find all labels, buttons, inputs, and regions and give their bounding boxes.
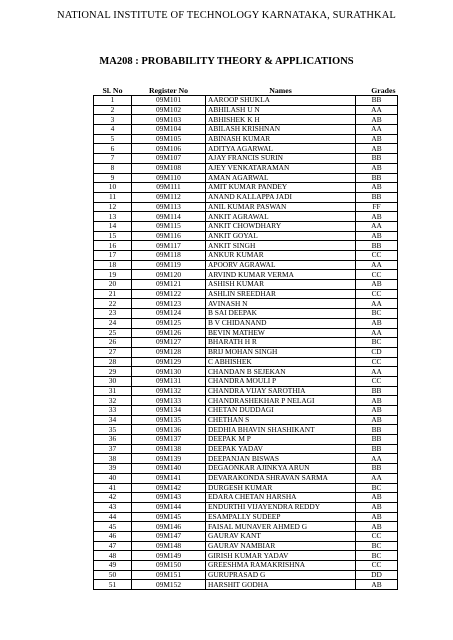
grade-cell: CC bbox=[356, 270, 398, 280]
table-row bbox=[94, 328, 398, 338]
name-cell: ANKIT GOYAL bbox=[206, 231, 356, 241]
name-cell: BEVIN MATHEW bbox=[206, 328, 356, 338]
sl-no-cell: 37 bbox=[94, 444, 132, 454]
sl-no-cell: 15 bbox=[94, 231, 132, 241]
sl-no-cell: 20 bbox=[94, 280, 132, 290]
register-no-cell: 09M133 bbox=[132, 396, 206, 406]
column-header-grades: Grades bbox=[356, 85, 398, 96]
table-row bbox=[94, 502, 398, 512]
name-cell: ASHLIN SREEDHAR bbox=[206, 289, 356, 299]
register-no-cell: 09M152 bbox=[132, 580, 206, 590]
register-no-cell: 09M142 bbox=[132, 483, 206, 493]
grade-cell: CC bbox=[356, 531, 398, 541]
register-no-cell: 09M125 bbox=[132, 318, 206, 328]
table-row bbox=[94, 318, 398, 328]
grade-cell: AB bbox=[356, 493, 398, 503]
grade-cell: BB bbox=[356, 444, 398, 454]
name-cell: ARVIND KUMAR VERMA bbox=[206, 270, 356, 280]
grade-cell: BB bbox=[356, 192, 398, 202]
grade-cell: CC bbox=[356, 376, 398, 386]
register-no-cell: 09M114 bbox=[132, 212, 206, 222]
register-no-cell: 09M149 bbox=[132, 551, 206, 561]
table-row bbox=[94, 580, 398, 590]
course-title: MA208 : PROBABILITY THEORY & APPLICATIONS bbox=[99, 56, 354, 67]
table-row bbox=[94, 202, 398, 212]
sl-no-cell: 10 bbox=[94, 183, 132, 193]
register-no-cell: 09M140 bbox=[132, 464, 206, 474]
table-row bbox=[94, 473, 398, 483]
register-no-cell: 09M117 bbox=[132, 241, 206, 251]
register-no-cell: 09M129 bbox=[132, 357, 206, 367]
grade-cell: AA bbox=[356, 221, 398, 231]
register-no-cell: 09M113 bbox=[132, 202, 206, 212]
table-row bbox=[94, 406, 398, 416]
name-cell: CHETAN DUDDAGI bbox=[206, 406, 356, 416]
register-no-cell: 09M108 bbox=[132, 163, 206, 173]
register-no-cell: 09M107 bbox=[132, 154, 206, 164]
name-cell: CHETHAN S bbox=[206, 415, 356, 425]
name-cell: AJAY FRANCIS SURIN bbox=[206, 154, 356, 164]
sl-no-cell: 40 bbox=[94, 473, 132, 483]
grade-cell: AB bbox=[356, 144, 398, 154]
table-row bbox=[94, 173, 398, 183]
table-row bbox=[94, 512, 398, 522]
name-cell: DEEPANJAN BISWAS bbox=[206, 454, 356, 464]
name-cell: ABILASH KRISHNAN bbox=[206, 125, 356, 135]
institute-title: NATIONAL INSTITUTE OF TECHNOLOGY KARNATAKA, SURATHKAL bbox=[57, 10, 396, 21]
register-no-cell: 09M144 bbox=[132, 502, 206, 512]
grade-cell: CC bbox=[356, 251, 398, 261]
table-row bbox=[94, 163, 398, 173]
sl-no-cell: 4 bbox=[94, 125, 132, 135]
table-row bbox=[94, 551, 398, 561]
column-header-register-no: Register No bbox=[132, 85, 206, 96]
table-row bbox=[94, 376, 398, 386]
sl-no-cell: 29 bbox=[94, 367, 132, 377]
sl-no-cell: 14 bbox=[94, 221, 132, 231]
table-row bbox=[94, 280, 398, 290]
grade-cell: AB bbox=[356, 406, 398, 416]
register-no-cell: 09M139 bbox=[132, 454, 206, 464]
name-cell: AVINASH N bbox=[206, 299, 356, 309]
table-row bbox=[94, 425, 398, 435]
table-row bbox=[94, 251, 398, 261]
table-row bbox=[94, 464, 398, 474]
name-cell: ANAND KALLAPPA JADI bbox=[206, 192, 356, 202]
sl-no-cell: 43 bbox=[94, 502, 132, 512]
grade-cell: AA bbox=[356, 473, 398, 483]
grade-cell: BB bbox=[356, 241, 398, 251]
grade-cell: BC bbox=[356, 483, 398, 493]
name-cell: C ABHISHEK bbox=[206, 357, 356, 367]
name-cell: BHARATH H R bbox=[206, 338, 356, 348]
name-cell: DEVARAKONDA SHRAVAN SARMA bbox=[206, 473, 356, 483]
table-row bbox=[94, 435, 398, 445]
table-row bbox=[94, 522, 398, 532]
register-no-cell: 09M110 bbox=[132, 173, 206, 183]
register-no-cell: 09M134 bbox=[132, 406, 206, 416]
sl-no-cell: 34 bbox=[94, 415, 132, 425]
sl-no-cell: 35 bbox=[94, 425, 132, 435]
grade-cell: BB bbox=[356, 425, 398, 435]
register-no-cell: 09M128 bbox=[132, 347, 206, 357]
grade-cell: AB bbox=[356, 115, 398, 125]
sl-no-cell: 48 bbox=[94, 551, 132, 561]
sl-no-cell: 8 bbox=[94, 163, 132, 173]
table-row bbox=[94, 338, 398, 348]
name-cell: GURUPRASAD G bbox=[206, 570, 356, 580]
sl-no-cell: 19 bbox=[94, 270, 132, 280]
table-header-row bbox=[94, 85, 398, 96]
grade-cell: AB bbox=[356, 231, 398, 241]
register-no-cell: 09M106 bbox=[132, 144, 206, 154]
register-no-cell: 09M120 bbox=[132, 270, 206, 280]
sl-no-cell: 11 bbox=[94, 192, 132, 202]
sl-no-cell: 27 bbox=[94, 347, 132, 357]
register-no-cell: 09M103 bbox=[132, 115, 206, 125]
name-cell: CHANDRA VIJAY SAROTHIA bbox=[206, 386, 356, 396]
name-cell: GAURAV NAMBIAR bbox=[206, 541, 356, 551]
name-cell: GIRISH KUMAR YADAV bbox=[206, 551, 356, 561]
name-cell: AMIT KUMAR PANDEY bbox=[206, 183, 356, 193]
name-cell: ANKIT AGRAWAL bbox=[206, 212, 356, 222]
register-no-cell: 09M115 bbox=[132, 221, 206, 231]
register-no-cell: 09M151 bbox=[132, 570, 206, 580]
table-row bbox=[94, 541, 398, 551]
sl-no-cell: 28 bbox=[94, 357, 132, 367]
table-row bbox=[94, 241, 398, 251]
sl-no-cell: 13 bbox=[94, 212, 132, 222]
name-cell: DEGAONKAR AJINKYA ARUN bbox=[206, 464, 356, 474]
register-no-cell: 09M131 bbox=[132, 376, 206, 386]
grade-cell: BB bbox=[356, 464, 398, 474]
register-no-cell: 09M112 bbox=[132, 192, 206, 202]
table-row bbox=[94, 115, 398, 125]
name-cell: ANIL KUMAR PASWAN bbox=[206, 202, 356, 212]
name-cell: ASHISH KUMAR bbox=[206, 280, 356, 290]
register-no-cell: 09M119 bbox=[132, 260, 206, 270]
table-row bbox=[94, 289, 398, 299]
register-no-cell: 09M148 bbox=[132, 541, 206, 551]
sl-no-cell: 25 bbox=[94, 328, 132, 338]
name-cell: ABHILASH U N bbox=[206, 105, 356, 115]
table-body bbox=[94, 96, 398, 590]
table-row bbox=[94, 367, 398, 377]
register-no-cell: 09M132 bbox=[132, 386, 206, 396]
grade-cell: AA bbox=[356, 367, 398, 377]
name-cell: FAISAL MUNAVER AHMED G bbox=[206, 522, 356, 532]
table-row bbox=[94, 154, 398, 164]
table-row bbox=[94, 415, 398, 425]
name-cell: ENDURTHI VIJAYENDRA REDDY bbox=[206, 502, 356, 512]
table-row bbox=[94, 221, 398, 231]
sl-no-cell: 23 bbox=[94, 309, 132, 319]
name-cell: ABINASH KUMAR bbox=[206, 134, 356, 144]
grade-cell: BC bbox=[356, 551, 398, 561]
table-row bbox=[94, 125, 398, 135]
table-row bbox=[94, 134, 398, 144]
name-cell: DURGESH KUMAR bbox=[206, 483, 356, 493]
name-cell: ANKIT CHOWDHARY bbox=[206, 221, 356, 231]
table-row bbox=[94, 105, 398, 115]
grade-cell: AA bbox=[356, 328, 398, 338]
sl-no-cell: 12 bbox=[94, 202, 132, 212]
sl-no-cell: 44 bbox=[94, 512, 132, 522]
name-cell: CHANDAN B SEJEKAN bbox=[206, 367, 356, 377]
register-no-cell: 09M143 bbox=[132, 493, 206, 503]
sl-no-cell: 42 bbox=[94, 493, 132, 503]
grade-cell: BB bbox=[356, 173, 398, 183]
name-cell: AAROOP SHUKLA bbox=[206, 96, 356, 106]
name-cell: ESAMPALLY SUDEEP bbox=[206, 512, 356, 522]
grade-cell: AB bbox=[356, 415, 398, 425]
column-header-names: Names bbox=[206, 85, 356, 96]
grade-cell: CC bbox=[356, 357, 398, 367]
sl-no-cell: 7 bbox=[94, 154, 132, 164]
table-row bbox=[94, 212, 398, 222]
sl-no-cell: 9 bbox=[94, 173, 132, 183]
grade-cell: BC bbox=[356, 309, 398, 319]
sl-no-cell: 24 bbox=[94, 318, 132, 328]
register-no-cell: 09M104 bbox=[132, 125, 206, 135]
table-row bbox=[94, 531, 398, 541]
register-no-cell: 09M102 bbox=[132, 105, 206, 115]
register-no-cell: 09M137 bbox=[132, 435, 206, 445]
sl-no-cell: 41 bbox=[94, 483, 132, 493]
sl-no-cell: 1 bbox=[94, 96, 132, 106]
grade-cell: AA bbox=[356, 299, 398, 309]
register-no-cell: 09M147 bbox=[132, 531, 206, 541]
name-cell: CHANDRA MOULI P bbox=[206, 376, 356, 386]
grade-cell: AB bbox=[356, 183, 398, 193]
name-cell: CHANDRASHEKHAR P NELAGI bbox=[206, 396, 356, 406]
sl-no-cell: 47 bbox=[94, 541, 132, 551]
register-no-cell: 09M105 bbox=[132, 134, 206, 144]
sl-no-cell: 33 bbox=[94, 406, 132, 416]
table-row bbox=[94, 270, 398, 280]
grade-cell: AB bbox=[356, 212, 398, 222]
grade-cell: BC bbox=[356, 541, 398, 551]
table-row bbox=[94, 144, 398, 154]
sl-no-cell: 45 bbox=[94, 522, 132, 532]
table-row bbox=[94, 299, 398, 309]
grade-cell: AA bbox=[356, 454, 398, 464]
grade-cell: BB bbox=[356, 435, 398, 445]
column-header-sl-no: Sl. No bbox=[94, 85, 132, 96]
grade-cell: AA bbox=[356, 260, 398, 270]
register-no-cell: 09M121 bbox=[132, 280, 206, 290]
grade-cell: AA bbox=[356, 105, 398, 115]
sl-no-cell: 22 bbox=[94, 299, 132, 309]
name-cell: DEDHIA BHAVIN SHASHIKANT bbox=[206, 425, 356, 435]
register-no-cell: 09M122 bbox=[132, 289, 206, 299]
name-cell: AJEY VENKATARAMAN bbox=[206, 163, 356, 173]
name-cell: DEEPAK YADAV bbox=[206, 444, 356, 454]
sl-no-cell: 5 bbox=[94, 134, 132, 144]
grade-cell: AB bbox=[356, 280, 398, 290]
name-cell: B SAI DEEPAK bbox=[206, 309, 356, 319]
register-no-cell: 09M150 bbox=[132, 561, 206, 571]
table-row bbox=[94, 309, 398, 319]
sl-no-cell: 50 bbox=[94, 570, 132, 580]
table-row bbox=[94, 493, 398, 503]
grade-cell: FF bbox=[356, 202, 398, 212]
name-cell: BRIJ MOHAN SINGH bbox=[206, 347, 356, 357]
register-no-cell: 09M138 bbox=[132, 444, 206, 454]
register-no-cell: 09M135 bbox=[132, 415, 206, 425]
table-row bbox=[94, 347, 398, 357]
register-no-cell: 09M124 bbox=[132, 309, 206, 319]
sl-no-cell: 36 bbox=[94, 435, 132, 445]
sl-no-cell: 2 bbox=[94, 105, 132, 115]
name-cell: APOORV AGRAWAL bbox=[206, 260, 356, 270]
table-row bbox=[94, 386, 398, 396]
grade-cell: BB bbox=[356, 154, 398, 164]
sl-no-cell: 26 bbox=[94, 338, 132, 348]
sl-no-cell: 39 bbox=[94, 464, 132, 474]
name-cell: GREESHMA RAMAKRISHNA bbox=[206, 561, 356, 571]
grade-cell: AA bbox=[356, 125, 398, 135]
grade-cell: AB bbox=[356, 580, 398, 590]
grade-cell: AB bbox=[356, 318, 398, 328]
grade-cell: AB bbox=[356, 512, 398, 522]
table-row bbox=[94, 570, 398, 580]
grade-cell: AB bbox=[356, 396, 398, 406]
grade-cell: CC bbox=[356, 561, 398, 571]
register-no-cell: 09M123 bbox=[132, 299, 206, 309]
register-no-cell: 09M101 bbox=[132, 96, 206, 106]
sl-no-cell: 31 bbox=[94, 386, 132, 396]
sl-no-cell: 3 bbox=[94, 115, 132, 125]
table-row bbox=[94, 561, 398, 571]
grade-cell: AB bbox=[356, 522, 398, 532]
register-no-cell: 09M118 bbox=[132, 251, 206, 261]
sl-no-cell: 38 bbox=[94, 454, 132, 464]
name-cell: AMAN AGARWAL bbox=[206, 173, 356, 183]
sl-no-cell: 51 bbox=[94, 580, 132, 590]
grade-cell: CD bbox=[356, 347, 398, 357]
table-row bbox=[94, 183, 398, 193]
register-no-cell: 09M130 bbox=[132, 367, 206, 377]
grade-cell: BC bbox=[356, 338, 398, 348]
name-cell: B V CHIDANAND bbox=[206, 318, 356, 328]
name-cell: EDARA CHETAN HARSHA bbox=[206, 493, 356, 503]
register-no-cell: 09M145 bbox=[132, 512, 206, 522]
name-cell: ABHISHEK K H bbox=[206, 115, 356, 125]
grade-cell: BB bbox=[356, 386, 398, 396]
register-no-cell: 09M136 bbox=[132, 425, 206, 435]
name-cell: DEEPAK M P bbox=[206, 435, 356, 445]
name-cell: ADITYA AGARWAL bbox=[206, 144, 356, 154]
register-no-cell: 09M111 bbox=[132, 183, 206, 193]
sl-no-cell: 32 bbox=[94, 396, 132, 406]
name-cell: GAURAV KANT bbox=[206, 531, 356, 541]
name-cell: ANKUR KUMAR bbox=[206, 251, 356, 261]
grade-cell: DD bbox=[356, 570, 398, 580]
grade-cell: AB bbox=[356, 163, 398, 173]
sl-no-cell: 18 bbox=[94, 260, 132, 270]
table-row bbox=[94, 396, 398, 406]
grade-cell: AB bbox=[356, 502, 398, 512]
table-row bbox=[94, 231, 398, 241]
grades-table bbox=[93, 85, 398, 590]
sl-no-cell: 16 bbox=[94, 241, 132, 251]
table-row bbox=[94, 192, 398, 202]
table-row bbox=[94, 357, 398, 367]
grade-cell: BB bbox=[356, 96, 398, 106]
table-row bbox=[94, 260, 398, 270]
table-row bbox=[94, 96, 398, 106]
table-row bbox=[94, 444, 398, 454]
sl-no-cell: 6 bbox=[94, 144, 132, 154]
sl-no-cell: 21 bbox=[94, 289, 132, 299]
register-no-cell: 09M127 bbox=[132, 338, 206, 348]
sl-no-cell: 46 bbox=[94, 531, 132, 541]
name-cell: HARSHIT GODHA bbox=[206, 580, 356, 590]
table-row bbox=[94, 483, 398, 493]
sl-no-cell: 49 bbox=[94, 561, 132, 571]
grade-cell: CC bbox=[356, 289, 398, 299]
register-no-cell: 09M116 bbox=[132, 231, 206, 241]
sl-no-cell: 17 bbox=[94, 251, 132, 261]
grade-cell: AB bbox=[356, 134, 398, 144]
register-no-cell: 09M126 bbox=[132, 328, 206, 338]
table-row bbox=[94, 454, 398, 464]
register-no-cell: 09M141 bbox=[132, 473, 206, 483]
name-cell: ANKIT SINGH bbox=[206, 241, 356, 251]
sl-no-cell: 30 bbox=[94, 376, 132, 386]
register-no-cell: 09M146 bbox=[132, 522, 206, 532]
